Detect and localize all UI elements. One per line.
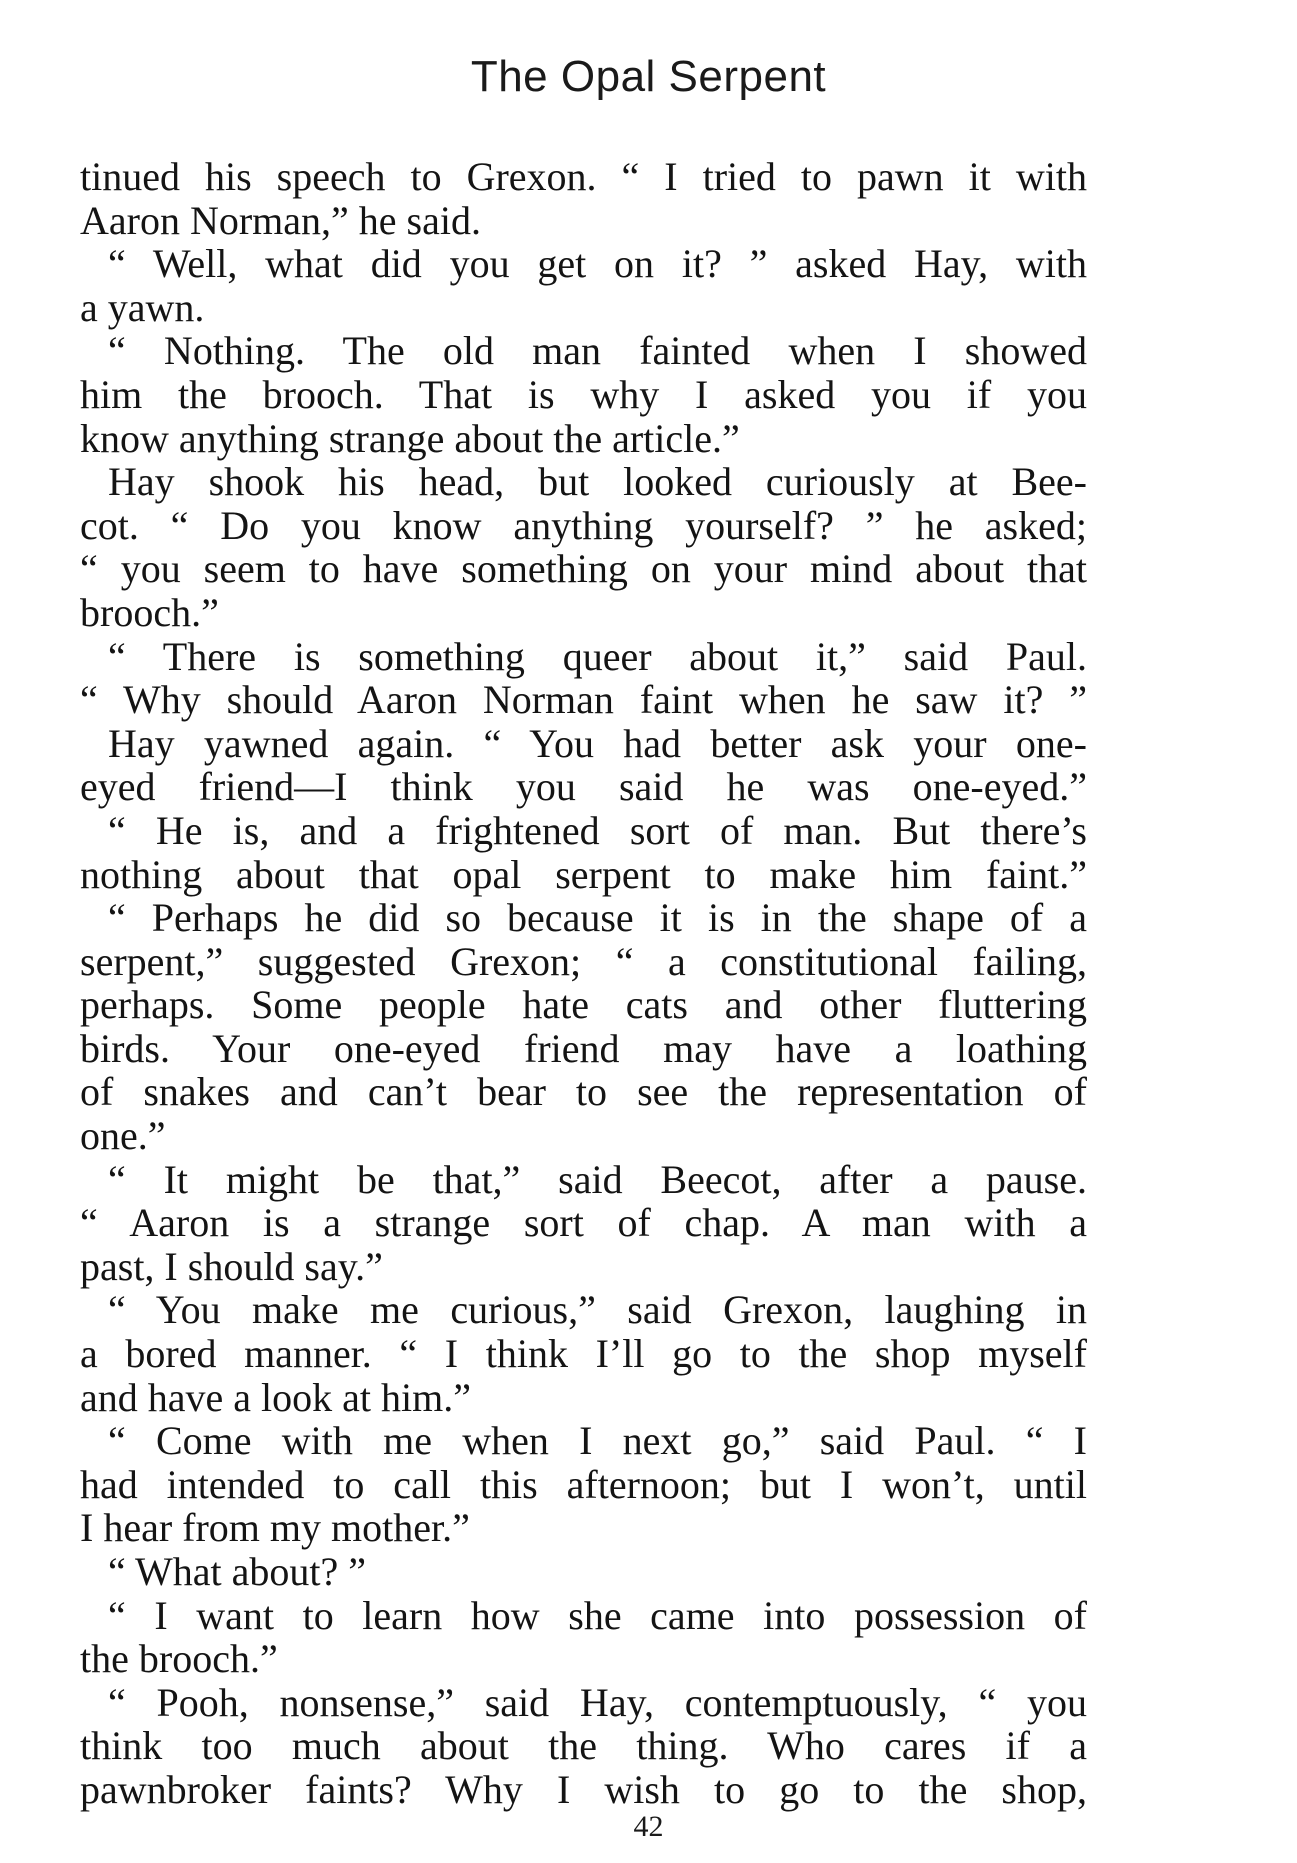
text-line: “ What about? ” [108,1549,367,1594]
text-line: know anything strange about the article.” [80,415,740,461]
page-number: 42 [633,1810,664,1843]
text-line: “ Pooh, nonsense,” said Hay, contemptuously, “ you [108,1679,1087,1725]
text-line: a yawn. [80,284,205,330]
text-line: “ You make me curious,” said Grexon, laughing in [108,1287,1087,1333]
text-line: eyed friend—I think you said he was one-eyed.” [80,764,1087,810]
text-line: I hear from my mother.” [80,1505,470,1551]
text-line: Hay shook his head, but looked curiously at Bee- [108,459,1087,505]
text-line: “ Come with me when I next go,” said Paul. “ I [108,1418,1087,1464]
text-line: cot. “ Do you know anything yourself? ” he asked; [80,502,1087,548]
text-line: tinued his speech to Grexon. “ I tried to pawn it with [80,154,1087,199]
text-line: Hay yawned again. “ You had better ask your one- [108,720,1087,766]
running-head: The Opal Serpent [470,52,827,101]
text-line: serpent,” suggested Grexon; “ a constitutional failing, [80,938,1087,984]
text-line: pawnbroker faints? Why I wish to go to the shop, [80,1766,1087,1812]
text-line: think too much about the thing. Who cares if a [80,1723,1087,1769]
text-line: nothing about that opal serpent to make him faint.” [80,851,1087,897]
text-line: birds. Your one-eyed friend may have a loathing [80,1025,1087,1071]
text-line: past, I should say.” [80,1243,383,1289]
text-line: Aaron Norman,” he said. [80,197,481,243]
body-text [80,155,1087,1812]
text-line: brooch.” [80,589,219,635]
text-line: and have a look at him.” [80,1374,471,1420]
text-line: the brooch.” [80,1636,278,1682]
text-line: him the brooch. That is why I asked you if you [80,371,1087,417]
text-line: perhaps. Some people hate cats and other fluttering [80,982,1087,1028]
text-line: “ Perhaps he did so because it is in the shape of a [108,895,1087,941]
text-line: “ Aaron is a strange sort of chap. A man with a [80,1200,1087,1246]
text-line: a bored manner. “ I think I’ll go to the shop myself [80,1331,1087,1377]
text-line: “ There is something queer about it,” said Paul. [108,633,1087,679]
text-line: “ Nothing. The old man fainted when I showed [108,328,1087,374]
text-line: “ I want to learn how she came into possession of [108,1592,1087,1638]
text-line: of snakes and can’t bear to see the representation of [80,1069,1087,1115]
text-line: had intended to call this afternoon; but I won’t, until [80,1461,1087,1507]
text-line: “ He is, and a frightened sort of man. But there’s [108,807,1087,853]
text-line: one.” [80,1113,166,1159]
text-line: “ Why should Aaron Norman faint when he saw it? ” [80,677,1087,723]
text-line: “ you seem to have something on your mind about that [80,546,1087,592]
text-line: “ It might be that,” said Beecot, after a pause. [108,1156,1087,1202]
text-line: “ Well, what did you get on it? ” asked Hay, with [108,241,1087,287]
